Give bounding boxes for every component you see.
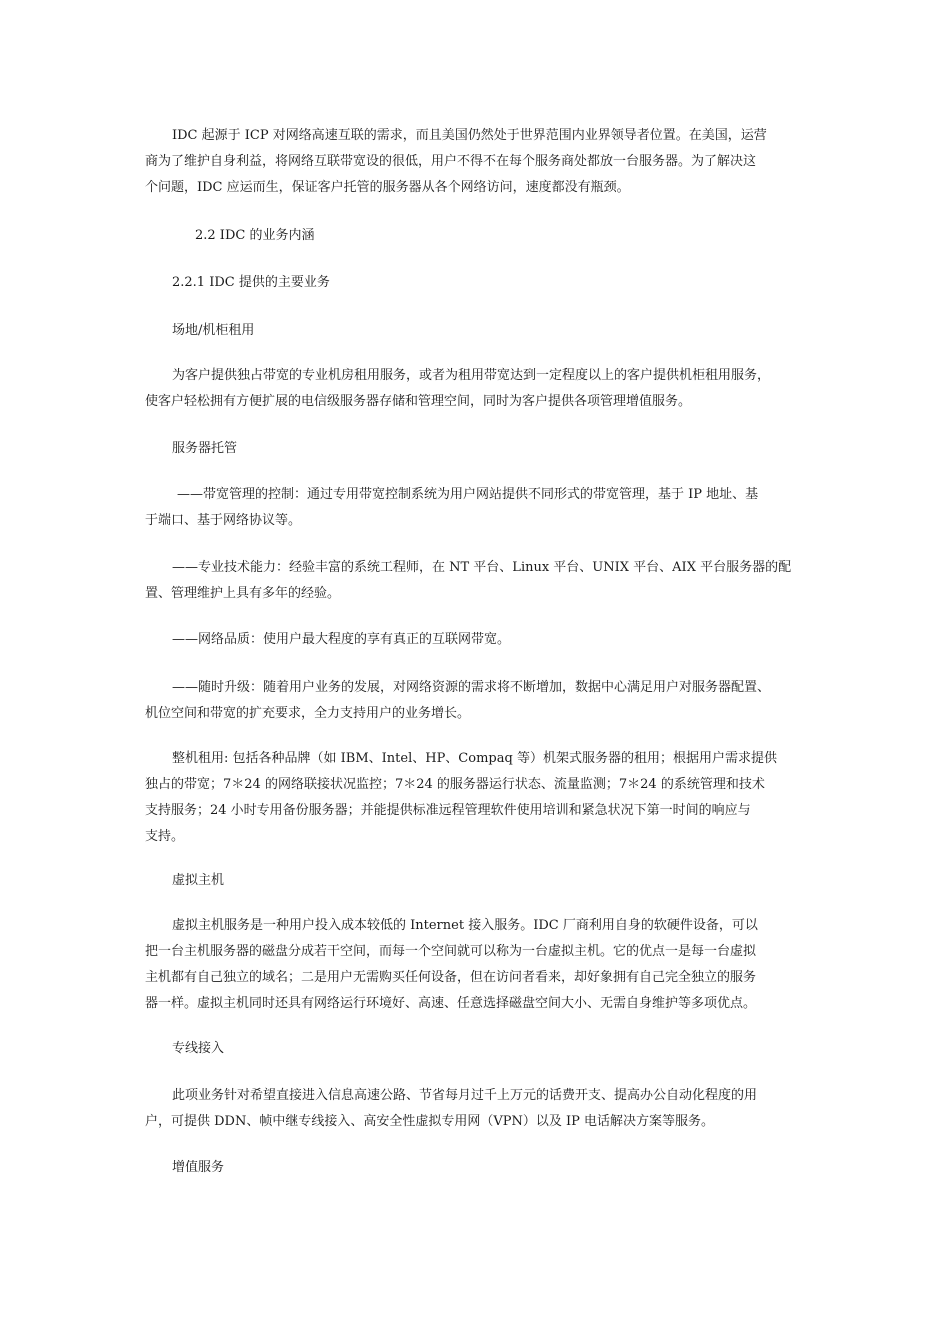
item-heading: 场地/机柜租用	[172, 323, 255, 338]
text-line: 置、管理维护上具有多年的经验。	[145, 586, 341, 601]
text-line: 虚拟主机服务是一种用户投入成本较低的 Internet 接入服务。IDC 厂商利用自身的软硬件设备，可以	[172, 918, 758, 933]
text-line: ——随时升级：随着用户业务的发展，对网络资源的需求将不断增加，数据中心满足用户对服务器配置、	[172, 680, 771, 695]
text-line: 户，可提供 DDN、帧中继专线接入、高安全性虚拟专用网（VPN）以及 IP 电话解决方案等服务。	[145, 1114, 715, 1129]
heading-site-rental	[145, 318, 835, 344]
paragraph-network-quality	[145, 627, 835, 653]
text-line: 整机租用: 包括各种品牌（如 IBM、Intel、HP、Compaq 等）机架式服务器的租用；根据用户需求提供	[172, 751, 777, 766]
section-heading: 2.2 IDC 的业务内涵	[195, 228, 315, 243]
paragraph-bandwidth-control	[145, 482, 835, 534]
text-line: 机位空间和带宽的扩充要求，全力支持用户的业务增长。	[145, 706, 471, 721]
paragraph-whole-rental	[145, 746, 835, 850]
text-line: 为客户提供独占带宽的专业机房租用服务，或者为租用带宽达到一定程度以上的客户提供机柜租用服务，	[172, 368, 771, 383]
paragraph-idc-origin	[145, 123, 835, 201]
item-heading: 服务器托管	[172, 441, 238, 456]
paragraph-tech-capability	[145, 555, 835, 607]
text-line: 把一台主机服务器的磁盘分成若干空间，而每一个空间就可以称为一台虚拟主机。它的优点一是每一台虚拟	[145, 944, 757, 959]
heading-leased-line	[145, 1036, 835, 1062]
paragraph-virtual-host	[145, 913, 835, 1017]
text-line: 此项业务针对希望直接进入信息高速公路、节省每月过千上万元的话费开支、提高办公自动化程度的用	[172, 1088, 758, 1103]
text-line: 支持服务；24 小时专用备份服务器；并能提供标准远程管理软件使用培训和紧急状况下第一时间的响应与	[145, 803, 751, 818]
text-line: 个问题，IDC 应运而生，保证客户托管的服务器从各个网络访问，速度都没有瓶颈。	[145, 180, 630, 195]
heading-2-2	[145, 223, 835, 249]
text-line: 支持。	[145, 829, 185, 844]
paragraph-site-rental	[145, 363, 835, 415]
text-line: 商为了维护自身利益，将网络互联带宽设的很低，用户不得不在每个服务商处都放一台服务器。为了解决这	[145, 154, 757, 169]
heading-2-2-1	[145, 270, 835, 296]
text-line: ——网络品质：使用户最大程度的享有真正的互联网带宽。	[172, 632, 511, 647]
heading-virtual-host	[145, 868, 835, 894]
item-heading: 虚拟主机	[172, 873, 225, 888]
paragraph-leased-line	[145, 1083, 835, 1135]
text-line: 主机都有自己独立的域名；二是用户无需购买任何设备，但在访问者看来，却好象拥有自己完全独立的服务	[145, 970, 757, 985]
text-line: 器一样。虚拟主机同时还具有网络运行环境好、高速、任意选择磁盘空间大小、无需自身维护等多项优点。	[145, 996, 757, 1011]
text-line: 于端口、基于网络协议等。	[145, 513, 302, 528]
text-line: IDC 起源于 ICP 对网络高速互联的需求，而且美国仍然处于世界范围内业界领导者位置。在美国，运营	[172, 128, 767, 143]
item-heading: 专线接入	[172, 1041, 225, 1056]
paragraph-upgrade	[145, 675, 835, 727]
text-line: ——专业技术能力：经验丰富的系统工程师，在 NT 平台、Linux 平台、UNIX 平台、AIX 平台服务器的配	[172, 560, 792, 575]
text-line: ——带宽管理的控制：通过专用带宽控制系统为用户网站提供不同形式的带宽管理，基于 IP 地址、基	[177, 487, 759, 502]
heading-server-hosting	[145, 436, 835, 462]
item-heading: 增值服务	[172, 1160, 225, 1175]
text-line: 独占的带宽；7＊24 的网络联接状况监控；7＊24 的服务器运行状态、流量监测；7＊24 的系统管理和技术	[145, 777, 765, 792]
subsection-heading: 2.2.1 IDC 提供的主要业务	[172, 275, 330, 290]
text-line: 使客户轻松拥有方便扩展的电信级服务器存储和管理空间，同时为客户提供各项管理增值服务。	[145, 394, 692, 409]
heading-value-added	[145, 1155, 835, 1181]
